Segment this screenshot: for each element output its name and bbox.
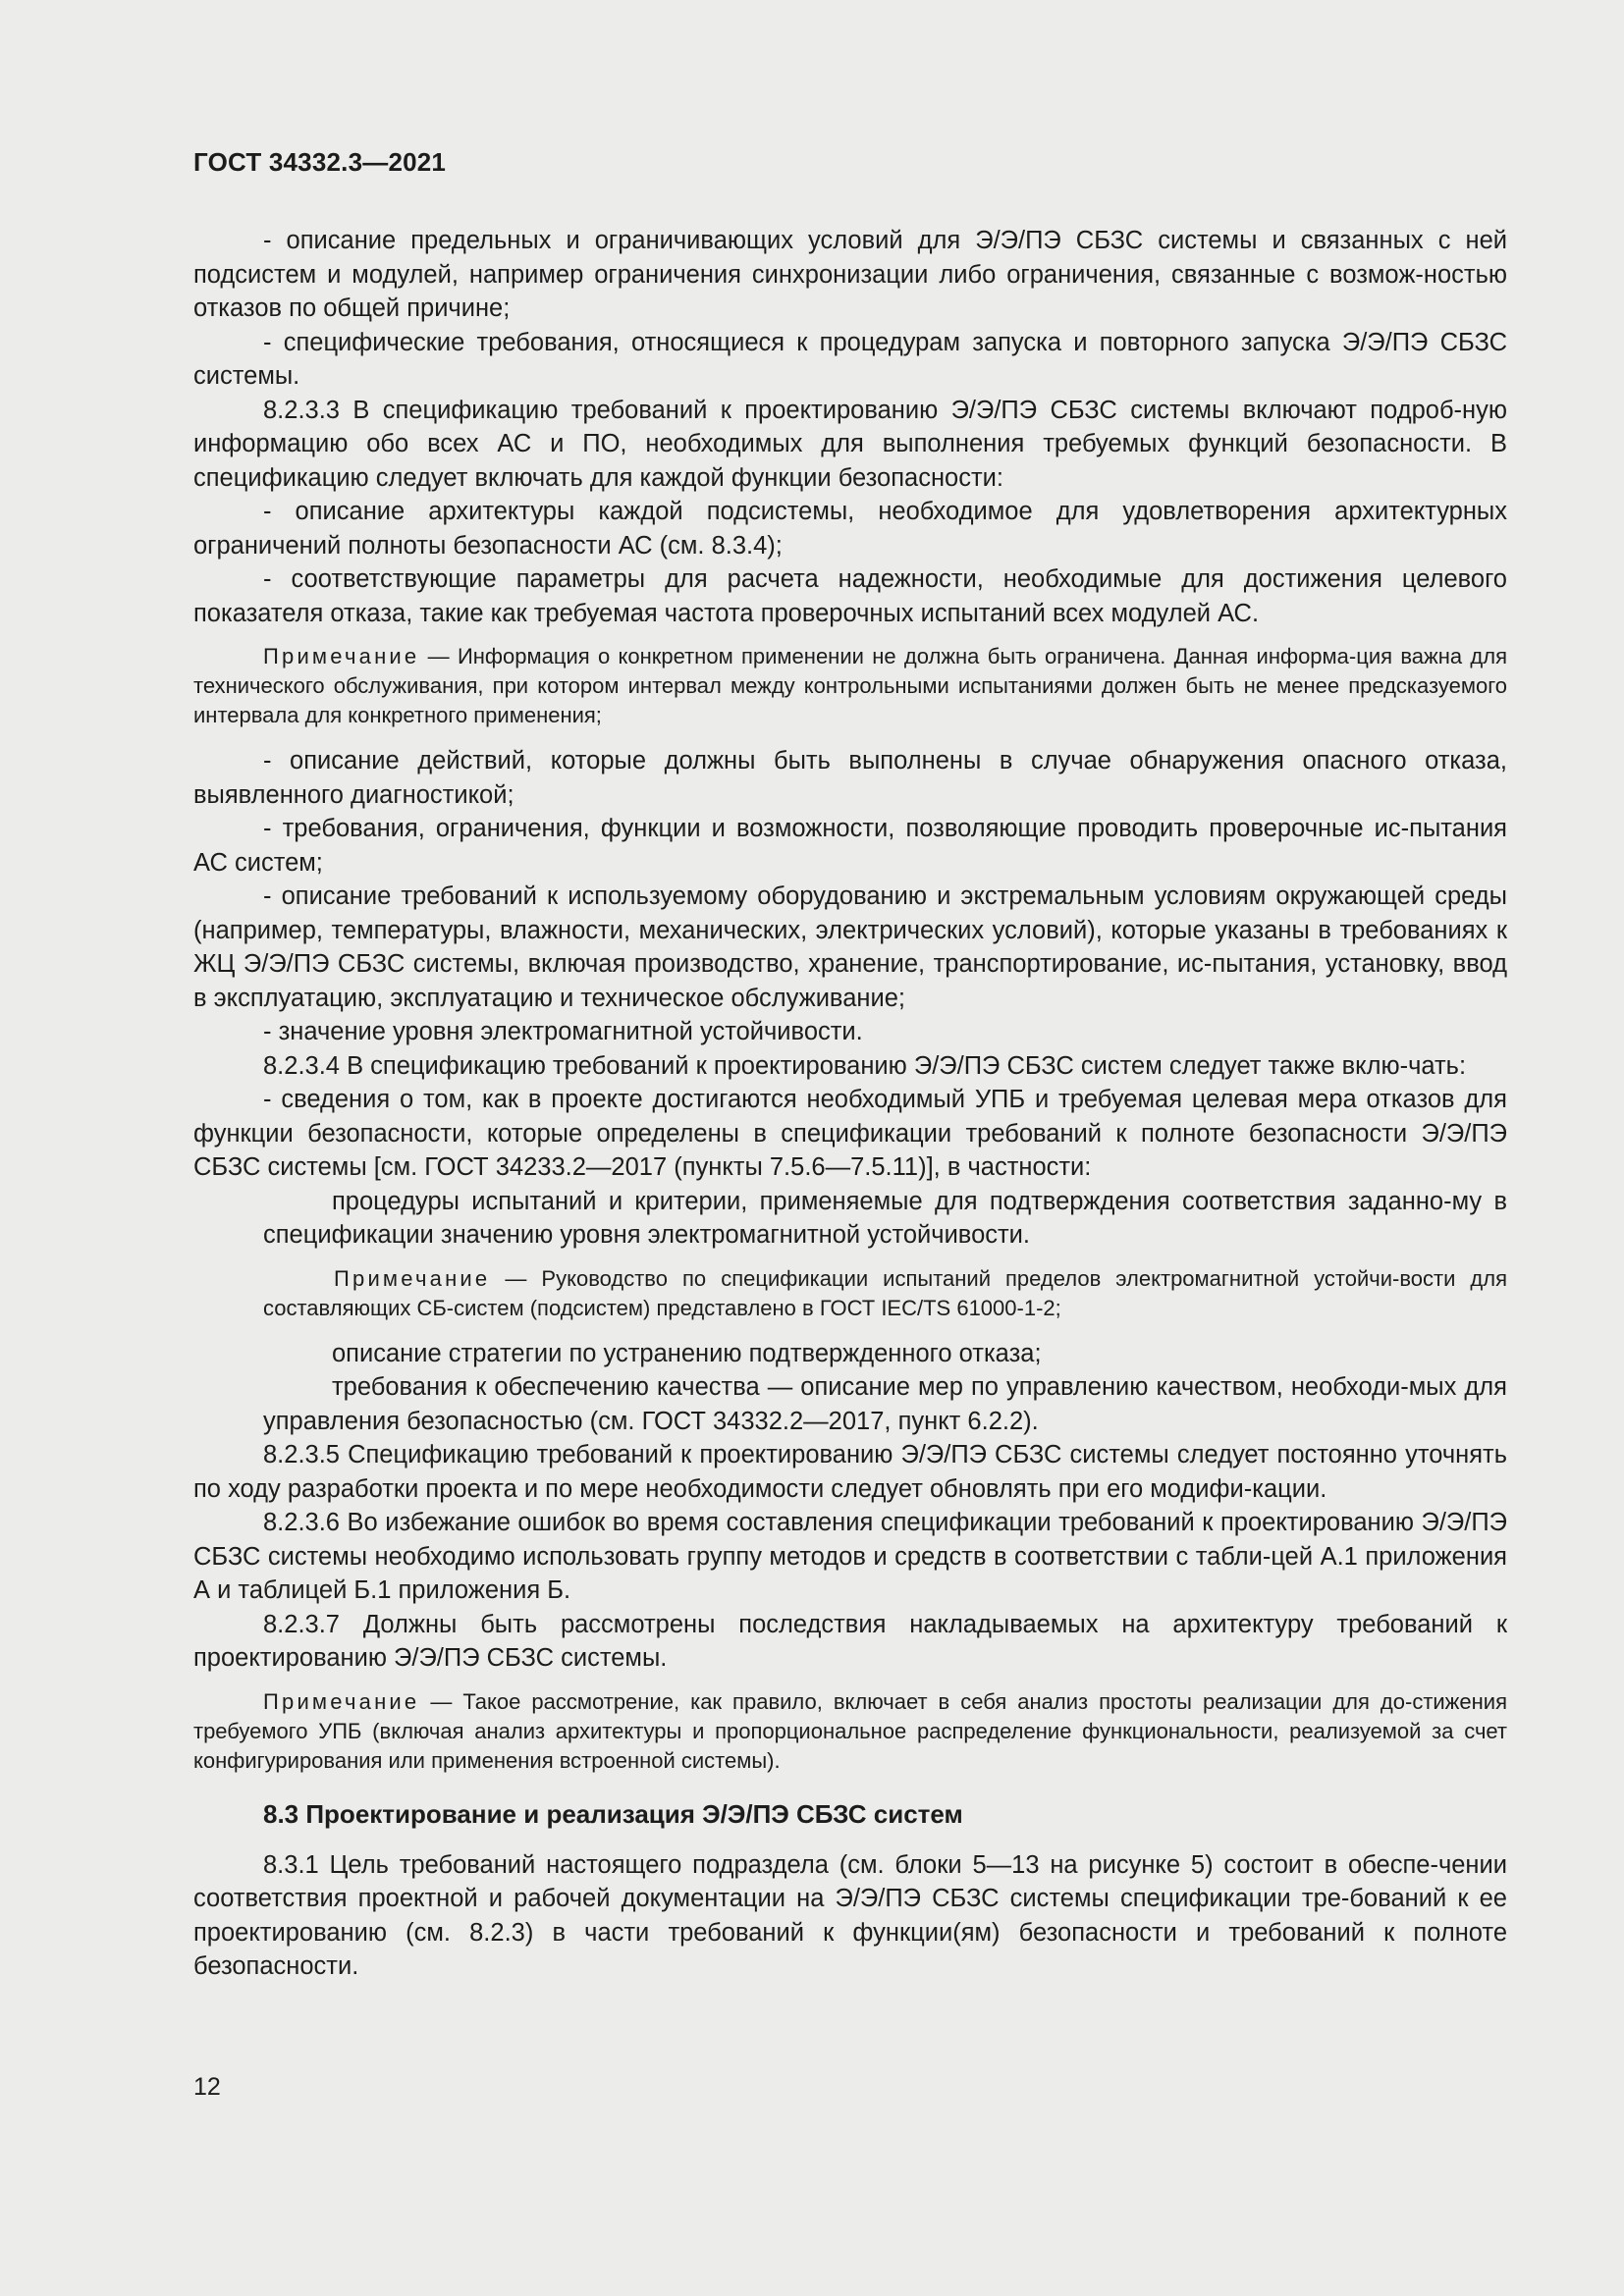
paragraph: - значение уровня электромагнитной устойчивости. xyxy=(263,1018,863,1045)
paragraph: - описание архитектуры каждой подсистемы, необходимое для удовлетворения архитектурных ограничений полноты безопасности АС (см. 8.3.4); xyxy=(193,498,1507,560)
note-label: Примечание xyxy=(263,1688,420,1714)
paragraph: 8.2.3.7 Должны быть рассмотрены последствия накладываемых на архитектуру требований к проектированию Э/Э/ПЭ СБЗС системы. xyxy=(193,1610,1507,1672)
paragraph: 8.2.3.6 Во избежание ошибок во время составления спецификации требований к проектированию Э/Э/ПЭ СБЗС системы необходимо использовать группу методов и средств в соответствии с табли-цей А.1 приложения А и таблицей Б.1 приложения Б. xyxy=(193,1509,1507,1604)
section-heading: 8.3 Проектирование и реализация Э/Э/ПЭ СБЗС систем xyxy=(263,1798,963,1829)
note-text: — Такое рассмотрение, как правило, включает в себя анализ простоты реализации для до-стижения требуемого УПБ (включая анализ архитектуры и пропорциональное распределение функциональности, реализуемой за счет конфигурирования или применения встроенной системы). xyxy=(193,1688,1507,1773)
document-header: ГОСТ 34332.3—2021 xyxy=(193,147,447,177)
paragraph: - требования, ограничения, функции и возможности, позволяющие проводить проверочные ис-пытания АС систем; xyxy=(193,815,1507,877)
paragraph: 8.3.1 Цель требований настоящего подраздела (см. блоки 5—13 на рисунке 5) состоит в обеспе-чении соответствия проектной и рабочей документации на Э/Э/ПЭ СБЗС системы спецификации тре-бований к ее проектированию (см. 8.2.3) в части требований к функции(ям) безопасности и требований к полноте безопасности. xyxy=(193,1850,1507,1980)
note xyxy=(193,1264,1507,1323)
note-text: — Информация о конкретном применении не должна быть ограничена. Данная информа-ция важна для технического обслуживания, при котором интервал между контрольными испытаниями должен быть не менее предсказуемого интервала для конкретного применения; xyxy=(193,644,1507,727)
paragraph: 8.2.3.5 Спецификацию требований к проектированию Э/Э/ПЭ СБЗС системы следует постоянно уточнять по ходу разработки проекта и по мере необходимости следует обновлять при его модифи-кации. xyxy=(193,1441,1507,1503)
paragraph: - соответствующие параметры для расчета надежности, необходимые для достижения целевого показателя отказа, такие как требуемая частота проверочных испытаний всех модулей АС. xyxy=(193,565,1507,627)
paragraph: - сведения о том, как в проекте достигаются необходимый УПБ и требуемая целевая мера отказов для функции безопасности, которые определены в спецификации требований к полноте безопасности Э/Э/ПЭ СБЗС системы [см. ГОСТ 34233.2—2017 (пункты 7.5.6—7.5.11)], в частности: xyxy=(193,1086,1507,1181)
page-number: 12 xyxy=(193,2073,221,2101)
paragraph: - описание действий, которые должны быть выполнены в случае обнаружения опасного отказа, выявленного диагностикой; xyxy=(193,747,1507,809)
paragraph: описание стратегии по устранению подтвержденного отказа; xyxy=(332,1339,1042,1367)
note xyxy=(193,1687,1507,1776)
note-label: Примечание xyxy=(334,1265,491,1291)
note-text: — Руководство по спецификации испытаний пределов электромагнитной устойчи-вости для составляющих СБ-систем (подсистем) представлено в ГОСТ IEC/TS 61000-1-2; xyxy=(263,1265,1507,1320)
document-body xyxy=(193,224,1507,1984)
paragraph: - описание требований к используемому оборудованию и экстремальным условиям окружающей среды (например, температуры, влажности, механических, электрических условий), которые указаны в требованиях к ЖЦ Э/Э/ПЭ СБЗС системы, включая производство, хранение, транспортирование, ис-пытания, установку, ввод в эксплуатацию, эксплуатацию и техническое обслуживание; xyxy=(193,882,1507,1012)
paragraph: требования к обеспечению качества — описание мер по управлению качеством, необходи-мых для управления безопасностью (см. ГОСТ 34332.2—2017, пункт 6.2.2). xyxy=(263,1373,1507,1435)
paragraph: 8.2.3.3 В спецификацию требований к проектированию Э/Э/ПЭ СБЗС системы включают подроб-ную информацию обо всех АС и ПО, необходимых для выполнения требуемых функций безопасности. В спецификацию следует включать для каждой функции безопасности: xyxy=(193,396,1507,492)
paragraph: - специфические требования, относящиеся к процедурам запуска и повторного запуска Э/Э/ПЭ СБЗС системы. xyxy=(193,328,1507,390)
paragraph: - описание предельных и ограничивающих условий для Э/Э/ПЭ СБЗС системы и связанных с ней подсистем и модулей, например ограничения синхронизации либо ограничения, связанные с возмож-ностью отказов по общей причине; xyxy=(193,227,1507,322)
note xyxy=(193,642,1507,730)
paragraph: процедуры испытаний и критерии, применяемые для подтверждения соответствия заданно-му в спецификации значению уровня электромагнитной устойчивости. xyxy=(263,1187,1507,1249)
note-label: Примечание xyxy=(263,644,420,668)
paragraph: 8.2.3.4 В спецификацию требований к проектированию Э/Э/ПЭ СБЗС систем следует также вклю-чать: xyxy=(263,1051,1467,1080)
